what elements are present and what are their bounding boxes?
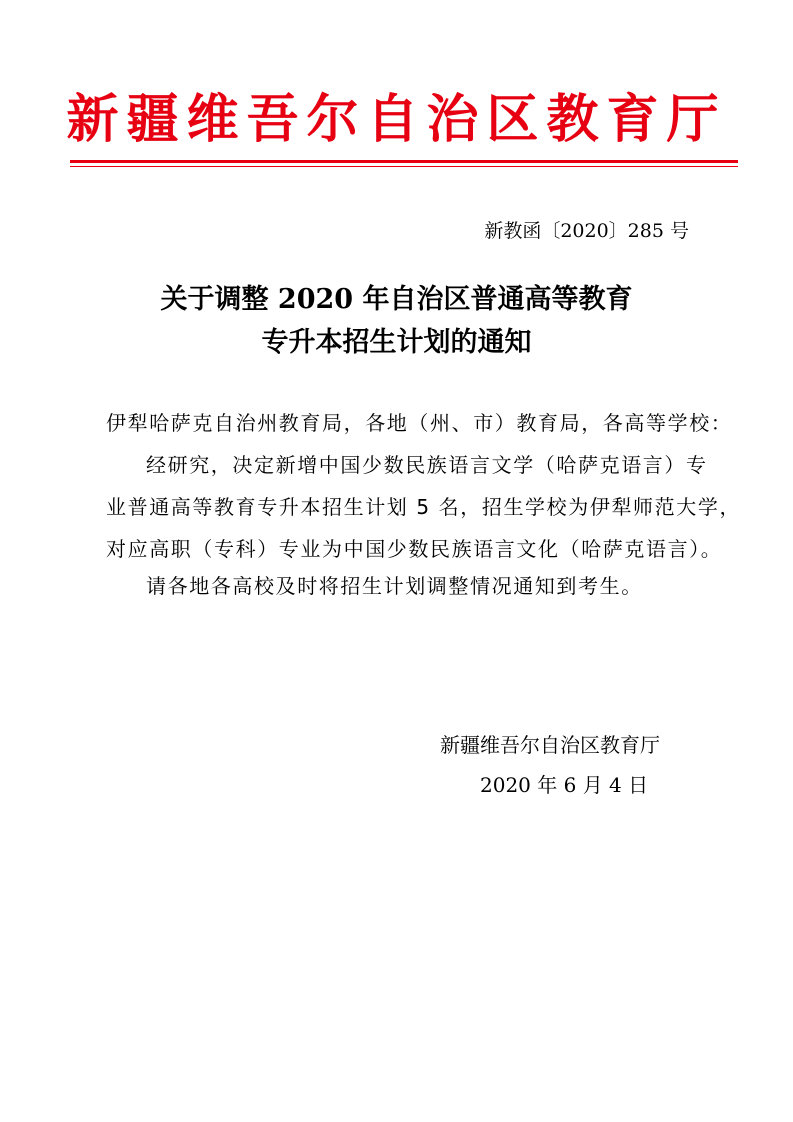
document-title-line-2: 专升本招生计划的通知 [261, 327, 532, 358]
document-title-line-1: 关于调整 2020 年自治区普通高等教育 [160, 284, 633, 315]
paragraph-2: 请各地各高校及时将招生计划调整情况通知到考生。 [146, 574, 643, 598]
issuer-masthead: 新疆维吾尔自治区教育厅 [66, 89, 727, 150]
document-number: 新教函〔2020〕285 号 [484, 220, 689, 242]
paragraph-1-line-3: 对应高职（专科）专业为中国少数民族语言文化（哈萨克语言）。 [106, 537, 723, 561]
paragraph-1-line-2: 业普通高等教育专升本招生计划 5 名，招生学校为伊犁师范大学， [106, 495, 742, 519]
signature-date: 2020 年 6 月 4 日 [480, 773, 649, 797]
paragraph-1-line-1: 经研究，决定新增中国少数民族语言文学（哈萨克语言）专 [146, 453, 708, 477]
salutation: 伊犁哈萨克自治州教育局，各地（州、市）教育局，各高等学校： [106, 411, 733, 435]
signature-organization: 新疆维吾尔自治区教育厅 [440, 733, 660, 757]
header-red-rule-thin [70, 166, 738, 167]
header-red-rule-thick [70, 160, 738, 163]
